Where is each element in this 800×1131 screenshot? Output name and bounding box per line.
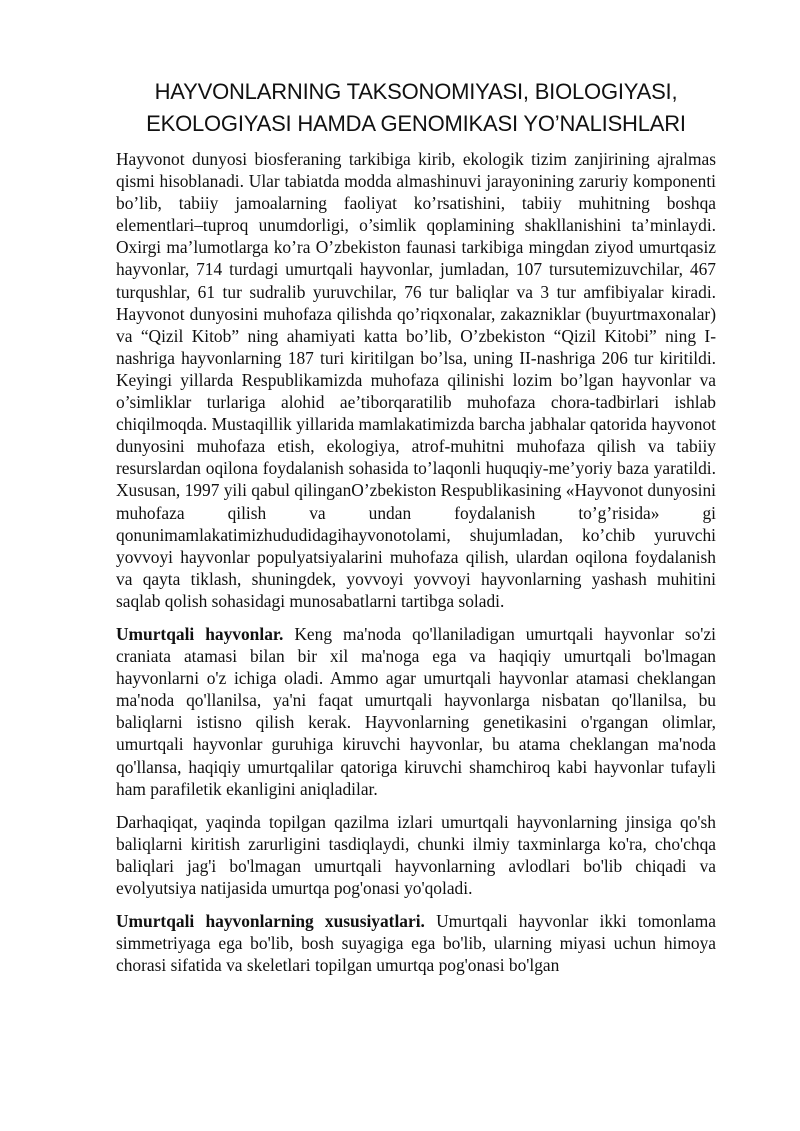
intro-paragraph: Hayvonot dunyosi biosferaning tarkibiga kirib, ekologik tizim zanjirining ajralmas qismi hisoblanadi. Ular tabiatda modda almashinuvi jarayonining zaruriy komponenti bo’lib, tabiiy jamoalarning faoliyat ko’rsatishini, tabiiy muhitning boshqa elementlari–tuproq unumdorligi, o’simlik qoplamining shakllanishini ta’minlaydi. Oxirgi ma’lumotlarga ko’ra O’zbekiston faunasi tarkibiga mingdan ziyod umurtqasiz hayvonlar, 714 turdagi umurtqali hayvonlar, jumladan, 107 tursutemizuvchilar, 467 turqushlar, 61 tur sudralib yuruvchilar, 76 tur baliqlar va 3 tur amfibiyalar kiradi. Hayvonot dunyosini muhofaza qilishda qo’riqxonalar, zakazniklar (buyurtmaxonalar) va “Qizil Kitob” ning ahamiyati katta bo’lib, O’zbekiston “Qizil Kitobi” ning I-nashriga hayvonlarning 187 turi kiritilgan bo’lsa, uning II-nashriga 206 tur kiritildi. Keyingi yillarda Respublikamizda muhofaza qilinishi lozim bo’lgan hayvonlar va o’simliklar turlariga alohid ae’tiborqaratilib muhofaza chora-tadbirlari ishlab chiqilmoqda. Mustaqillik yillarida mamlakatimizda barcha jabhalar qatorida hayvonot dunyosini muhofaza etish, ekologiya, atrof-muhitni muhofaza qilish va tabiiy resurslardan oqilona foydalanish sohasida to’laqonli huquqiy-me’yoriy baza yaratildi. Xususan, 1997 yili qabul qilinganO’zbekiston Respublikasining «Hayvonot dunyosini muhofaza qilish va undan foydalanish to’g’risida» gi qonunimamlakatimizhududidagihayvonotolami, shujumladan, ko’chib yuruvchi yovvoyi hayvonlar populyatsiyalarini muhofaza qilish, ulardan oqilona foydalanish va qayta tiklash, shuningdek, yovvoyi yovvoyi hayvonlarning yashash muhitini saqlab qolish sohasidagi munosabatlarni tartibga soladi. — [116, 149, 716, 611]
fossils-paragraph: Darhaqiqat, yaqinda topilgan qazilma izlari umurtqali hayvonlarning jinsiga qo'sh baliqlarni kiritish zarurligini tasdiqlaydi, chunki ilmiy taxminlarga ko'ra, cho'chqa baliqlari jag'i bo'lmagan umurtqali hayvonlarning avlodlari bo'lib chiqadi va evolyutsiya natijasida umurtqa pog'onasi yo'qoladi. — [116, 811, 716, 898]
title-line-1: HAYVONLARNING TAKSONOMIYASI, BIOLOGIYASI, — [154, 79, 678, 104]
vertebrates-body: Keng ma'noda qo'llaniladigan umurtqali hayvonlar so'zi craniata atamasi bilan bir xil ma'noga ega va haqiqiy umurtqali bo'lmagan hayvonlarni o'z ichiga oladi. Ammo agar umurtqali hayvonlar atamasi cheklangan ma'noda qo'llanilsa, ya'ni faqat umurtqali hayvonlarga nisbatan qo'llanilsa, bu baliqlarni istisno qilish kerak. Hayvonlarning genetikasini o'rgangan olimlar, umurtqali hayvonlar guruhiga kiruvchi hayvonlar, bu atama cheklangan ma'noda qo'llansa, haqiqiy umurtqalilar qatoriga kiruvchi shamchiroq kabi hayvonlar tufayli ham parafiletik ekanligini aniqladilar. — [116, 623, 716, 799]
document-title — [116, 76, 716, 140]
features-body: Umurtqali hayvonlar ikki tomonlama simmetriyaga ega bo'lib, bosh suyagiga ega bo'lib, ularning miyasi uchun himoya chorasi sifatida va skeletlari topilgan umurtqa pog'onasi bo'lgan — [116, 911, 716, 976]
title-line-2: EKOLOGIYASI HAMDA GENOMIKASI YO’NALISHLARI — [146, 111, 686, 136]
features-paragraph — [116, 910, 716, 976]
vertebrates-heading: Umurtqali hayvonlar. — [116, 623, 284, 644]
vertebrates-paragraph — [116, 623, 716, 800]
features-heading: Umurtqali hayvonlarning xususiyatlari. — [116, 911, 425, 932]
